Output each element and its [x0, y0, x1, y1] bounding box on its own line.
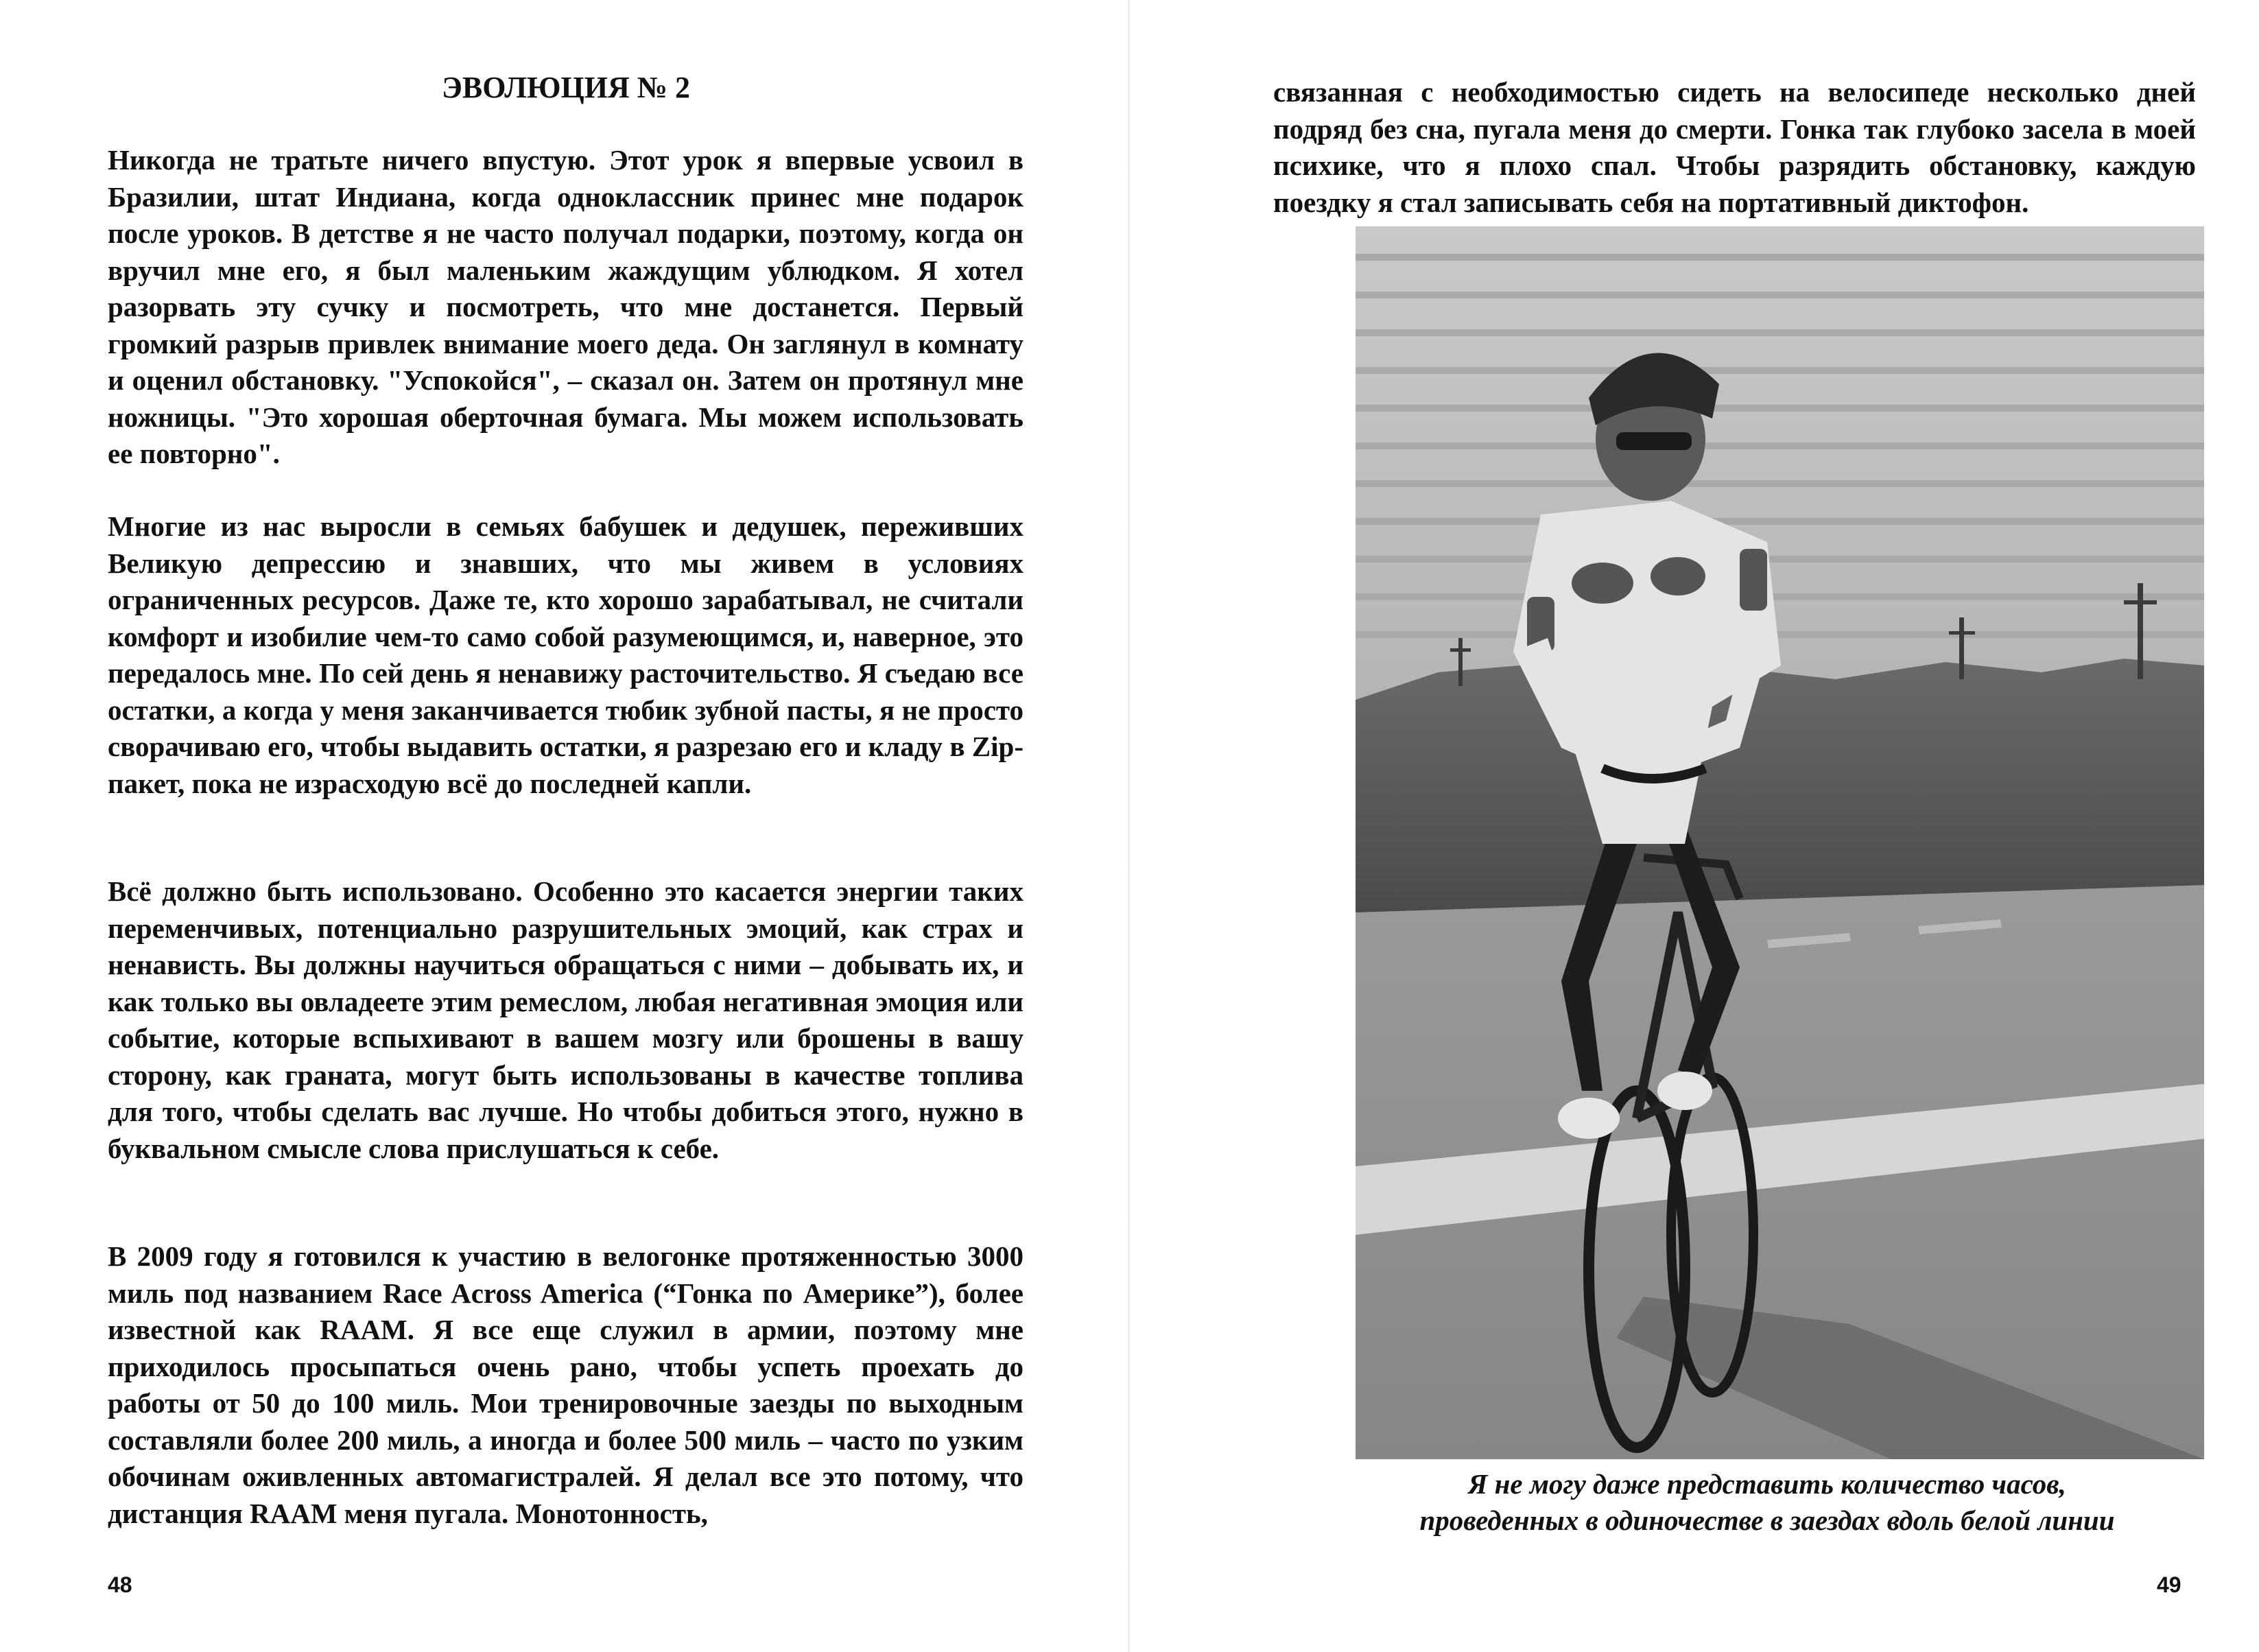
continuation-paragraph: связанная с необходимостью сидеть на велосипеде несколько дней подряд без сна, пугала меня до смерти. Гонка так глубоко засела в моей психике, что я плохо спал. Чтобы разрядить обстановку, каждую поездку я стал записывать себя на портативный диктофон. [1273, 76, 2196, 218]
photo-caption [1287, 1466, 2247, 1539]
paragraph-2: Многие из нас выросли в семьях бабушек и дедушек, переживших Великую депрессию и знавших, что мы живем в условиях ограниченных ресурсов. Даже те, кто хорошо зарабатывал, не считали комфорт и изобилие чем-то само собой разумеющимся, и, наверное, это передалось мне. По сей день я ненавижу расточительство. Я съедаю все остатки, а когда у меня заканчивается тюбик зубной пасты, я не просто сворачиваю его, чтобы выдавить остатки, я разрезаю его и кладу в Zip-пакет, пока не израсходую всё до последней капли. [108, 510, 1024, 799]
page-number-right: 49 [2157, 1572, 2181, 1597]
paragraph-3: Всё должно быть использовано. Особенно это касается энергии таких переменчивых, потенциально разрушительных эмоций, как страх и ненависть. Вы должны научиться обращаться с ними – добывать их, и как только вы овладеете этим ремеслом, любая негативная эмоция или событие, которые вспыхивают в вашем мозгу или брошены в вашу сторону, как граната, могут быть использованы в качестве топлива для того, чтобы сделать вас лучше. Но чтобы добиться этого, нужно в буквальном смысле слова прислушаться к себе. [108, 875, 1024, 1164]
photo-caption-line-1: Я не могу даже представить количество часов, [1468, 1468, 2066, 1500]
cyclist-photo [1356, 226, 2204, 1459]
paragraph-1: Никогда не тратьте ничего впустую. Этот урок я впервые усвоил в Бразилии, штат Индиана, когда одноклассник принес мне подарок после уроков. В детстве я не часто получал подарки, поэтому, когда он вручил мне его, я был маленьким жаждущим ублюдком. Я хотел разорвать эту сучку и посмотреть, что мне достанется. Первый громкий разрыв привлек внимание моего деда. Он заглянул в комнату и оценил обстановку. "Успокойся", – сказал он. Затем он протянул мне ножницы. "Это хорошая оберточная бумага. Мы можем использовать ее повторно". [108, 144, 1024, 469]
paragraph-4: В 2009 году я готовился к участию в велогонке протяженностью 3000 миль под названием Race Across America (“Гонка по Америке”), более известной как RAAM. Я все еще служил в армии, поэтому мне приходилось просыпаться очень рано, чтобы успеть проехать до работы от 50 до 100 миль. Мои тренировочные заезды по выходным составляли более 200 миль, а иногда и более 500 миль – часто по узким обочинам оживленных автомагистралей. Я делал все это потому, что дистанция RAAM меня пугала. Монотонность, [108, 1240, 1024, 1529]
right-page [1129, 0, 2259, 1652]
chapter-title: ЭВОЛЮЦИЯ № 2 [442, 71, 690, 104]
page-number-left: 48 [108, 1572, 132, 1597]
photo-caption-line-2: проведенных в одиночестве в заездах вдоль белой линии [1419, 1504, 2115, 1536]
left-page [0, 0, 1129, 1652]
